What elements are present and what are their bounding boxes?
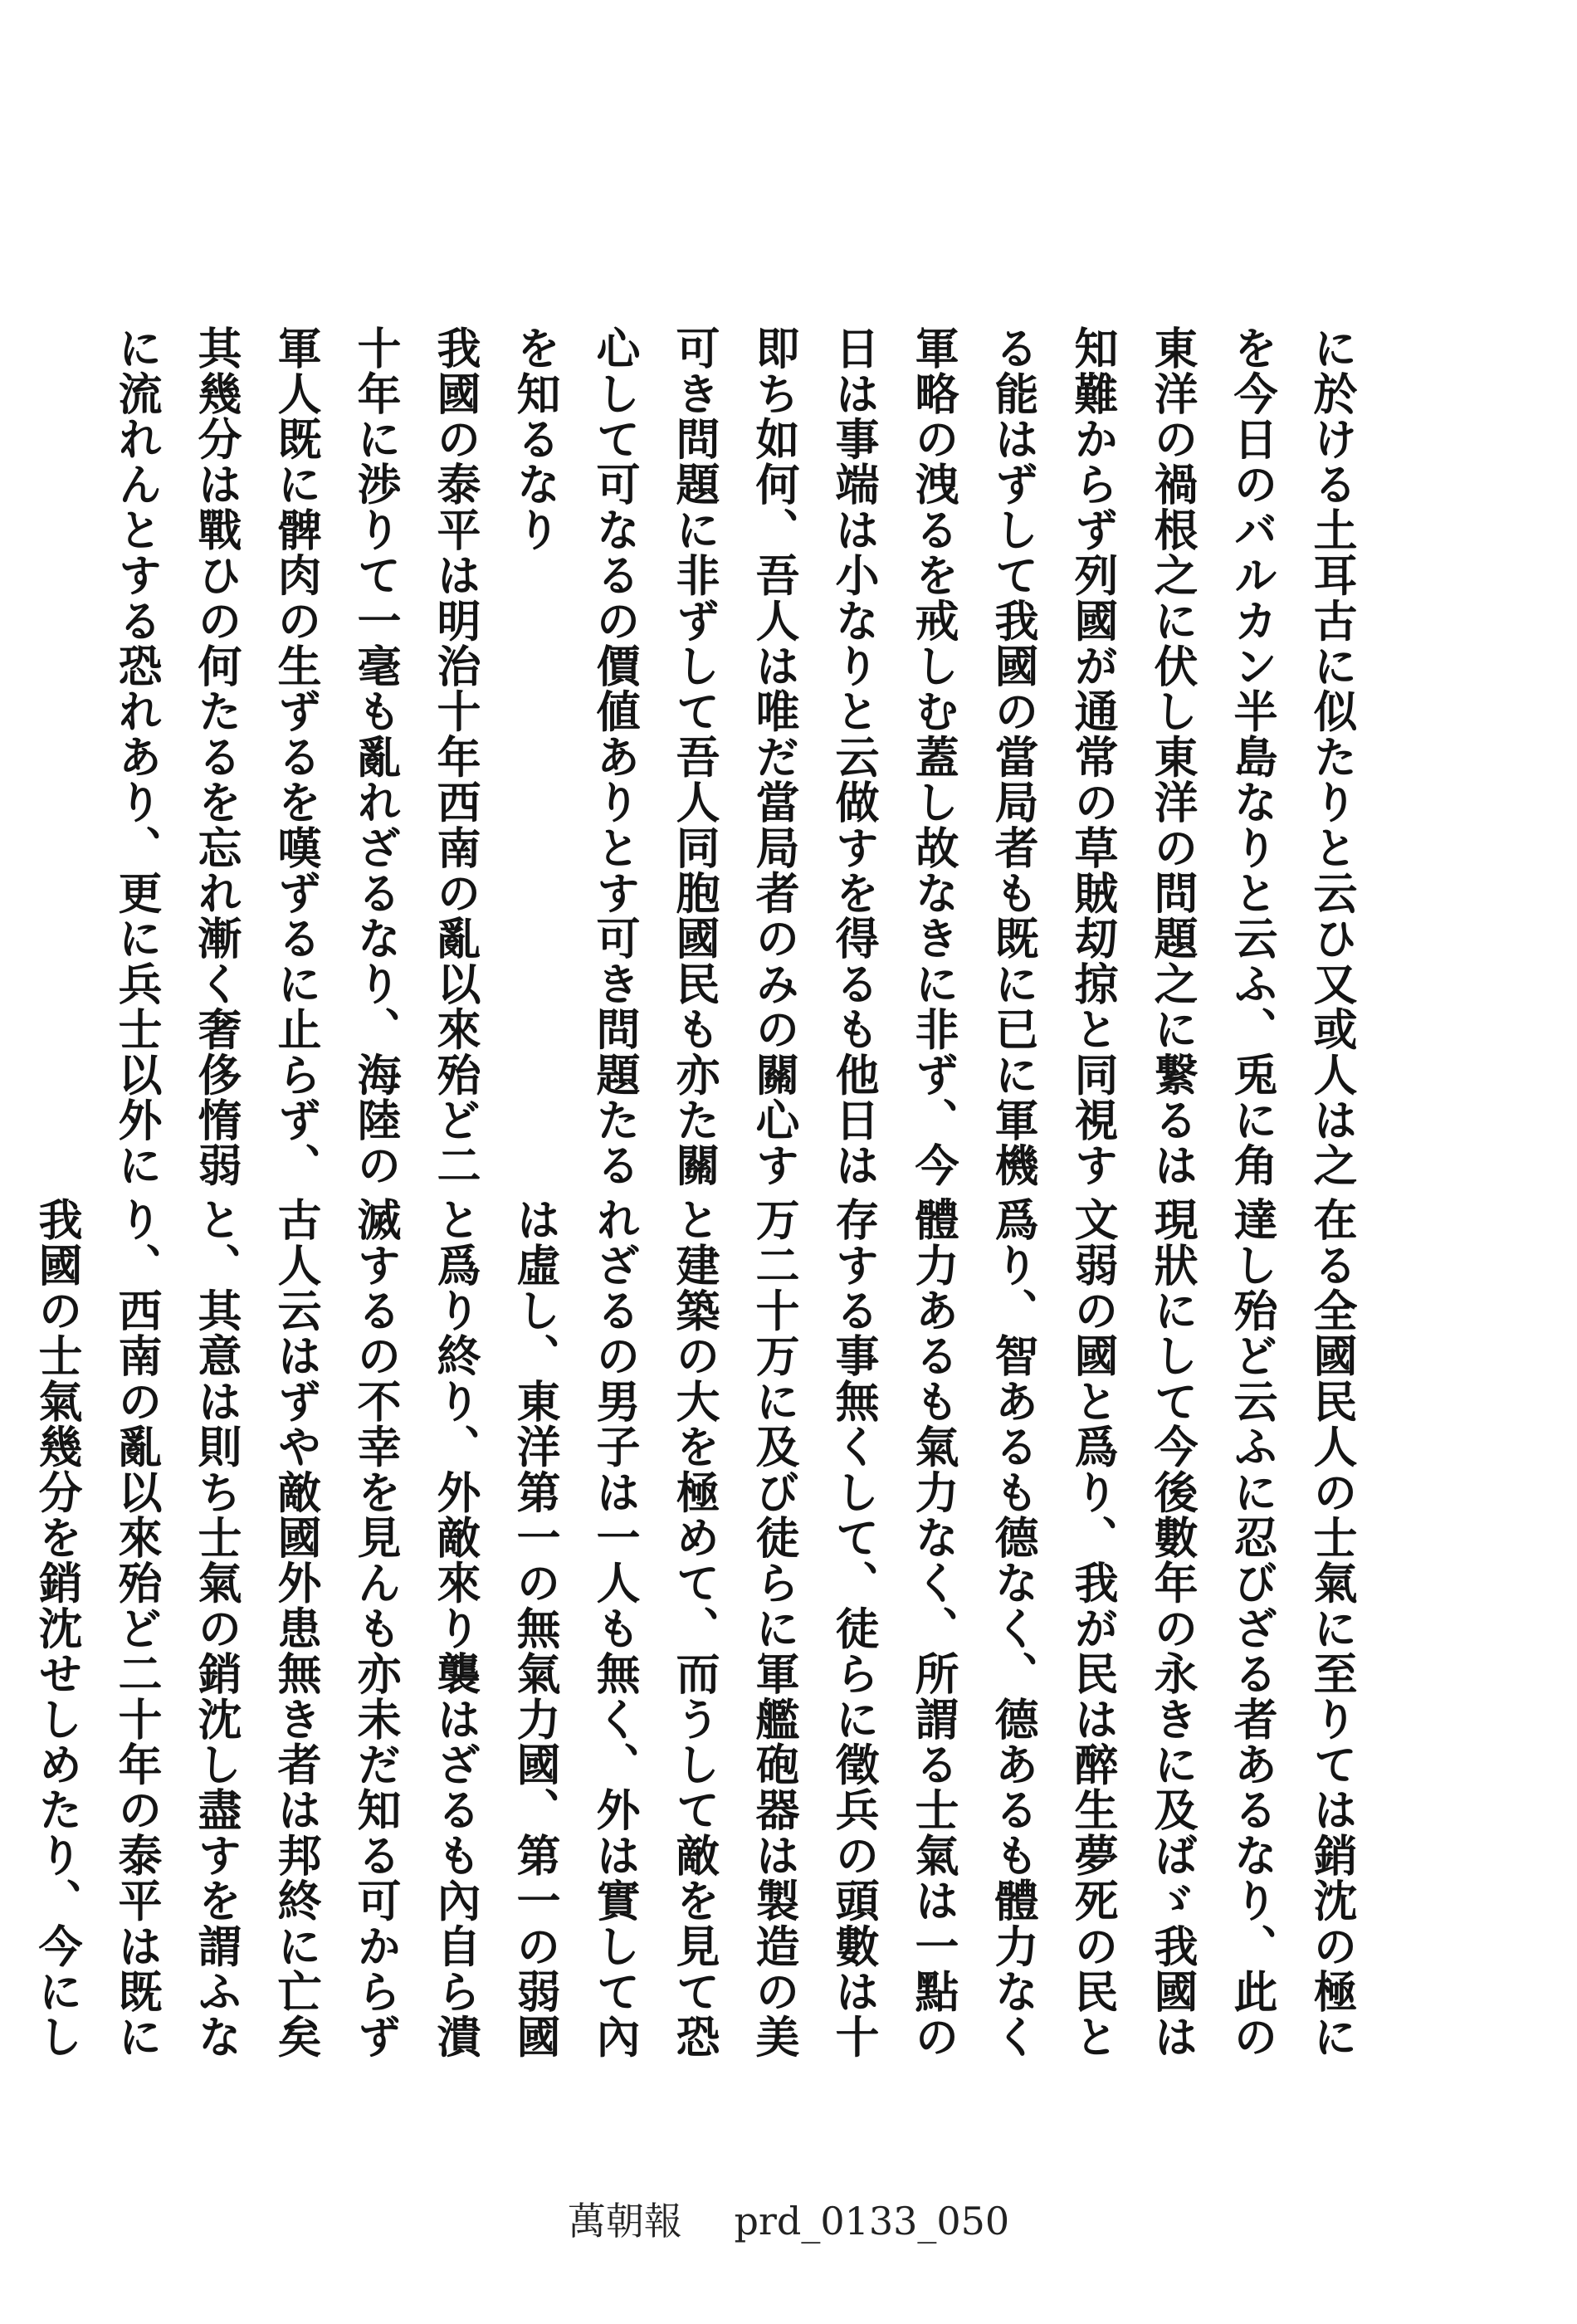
text-column: 知難からず列國が通常の草賊刧掠と同視す [1067,325,1119,1189]
text-column: 古人云はずや敵國外患無き者は邦終に亡矣 [271,1197,322,2060]
text-column: と爲り終り、外敵來り襲はざるも內自ら潰 [430,1197,481,2060]
text-column: 文弱の國と爲り、我が民は醉生夢死の民と [1067,1197,1119,2060]
text-column: 心して可なるの價値ありとす可き問題たる [589,325,641,1189]
text-column: を今日のバルカン半島なりと云ふ、兎に角 [1227,325,1278,1189]
text-column: 我國の泰平は明治十年西南の亂以來殆ど二 [430,325,481,1189]
text-column: 爲り、智あるも德なく、德あるも體力なく [988,1197,1039,2060]
publication-title: 萬朝報 [567,2199,682,2243]
text-column: と建築の大を極めて、而うして敵を見て恐 [669,1197,720,2060]
text-column: 在る全國民人の士氣に至りては銷沈の極に [1306,1197,1358,2060]
text-column: 軍人既に髀肉の生ずるを嘆ずるに止らず、 [271,325,322,1189]
text-column: に流れんとする恐れあり、更に兵士以外に [111,325,163,1189]
text-column: 万二十万に及び徒らに軍艦砲器は製造の美 [749,1197,800,2060]
text-column: 可き問題に非ずして吾人同胞國民も亦た關 [669,325,720,1189]
text-column: 軍略の洩るを戒しむ蓋し故なきに非ず、今 [908,325,959,1189]
upper-text-block [111,325,1358,1189]
text-column: 即ち如何、吾人は唯だ當局者のみの關心す [749,325,800,1189]
text-column: を知るなり [510,325,561,553]
text-column: 日は事端は小なりと云做すを得るも他日は [828,325,880,1189]
text-column: 滅するの不幸を見んも亦未だ知る可からず [350,1197,402,2060]
text-column: 我國の士氣幾分を銷沈せしめたり、今にし [32,1197,83,2060]
text-column: と、其意は則ち士氣の銷沈し盡すを謂ふな [191,1197,242,2060]
text-column: 其幾分は戰ひの何たるを忘れ漸く奢侈惰弱 [191,325,242,1189]
text-column: り、西南の亂以來殆ど二十年の泰平は既に [111,1197,163,2060]
text-column: 體力あるも氣力なく、所謂る士氣は一點の [908,1197,959,2060]
text-column: れざるの男子は一人も無く、外は實して內 [589,1197,641,2060]
text-column: に於ける土耳古に似たりと云ひ又或人は之 [1306,325,1358,1189]
page-id: prd_0133_050 [734,2199,1010,2243]
text-column: 存する事無くして、徒らに徵兵の頭數は十 [828,1197,880,2060]
text-column: 十年に渉りて一毫も亂れざるなり、海陸の [350,325,402,1189]
text-column: 現狀にして今後數年の永きに及ばゞ我國は [1147,1197,1199,2060]
lower-text-block [32,1197,1358,2060]
text-column: 東洋の禍根之に伏し東洋の問題之に繋るは [1147,325,1199,1189]
page-footer [0,2191,1577,2246]
text-column: る能はずして我國の當局者も既に已に軍機 [988,325,1039,1189]
text-column: 達し殆ど云ふに忍びざる者あるなり、此の [1227,1197,1278,2060]
text-column: は虛し、東洋第一の無氣力國、第一の弱國 [510,1197,561,2060]
